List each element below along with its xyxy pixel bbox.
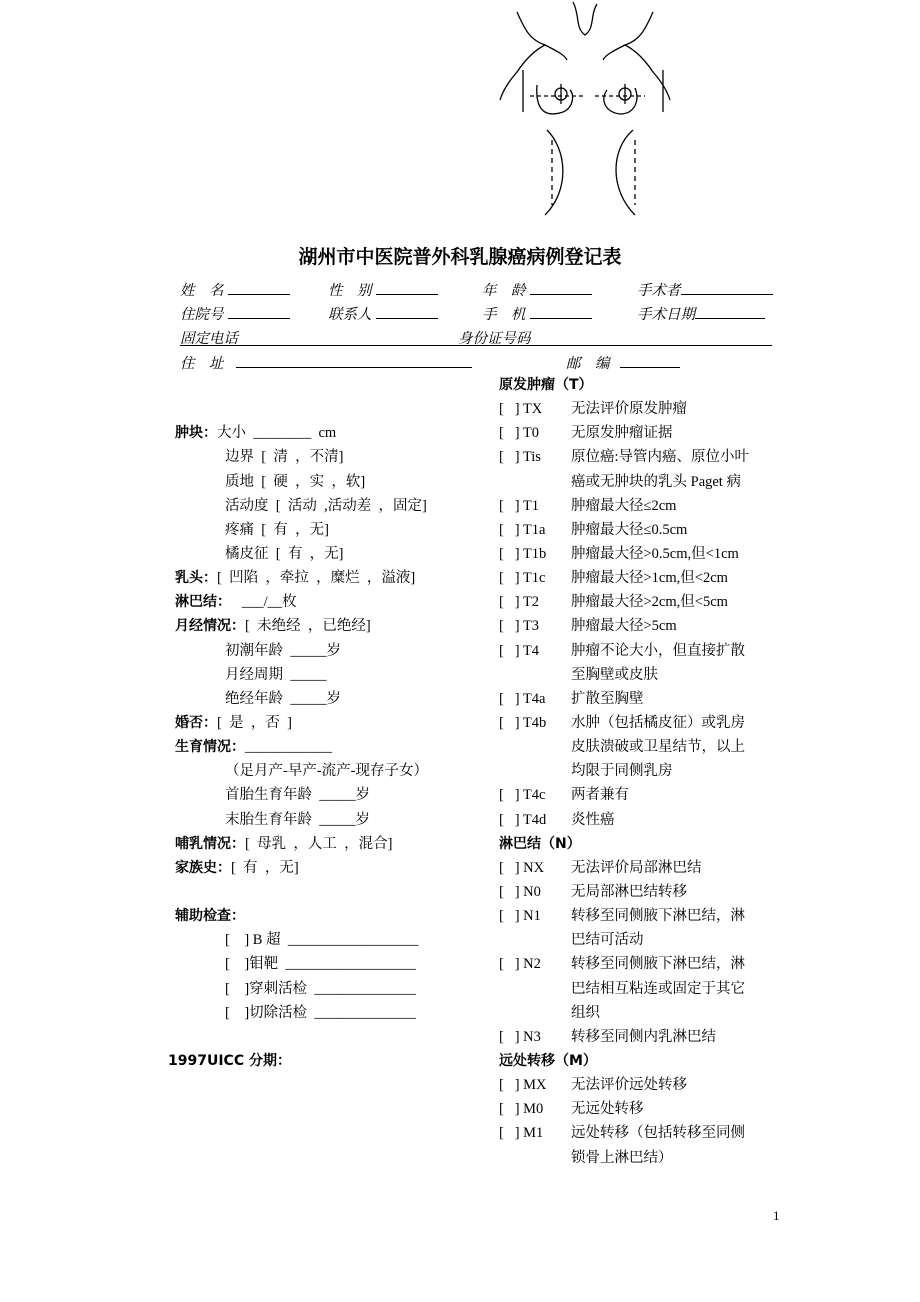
- staging-item: [499, 1025, 799, 1049]
- staging-description: 水肿（包括橘皮征）或乳房: [571, 714, 745, 731]
- field-surgeon[interactable]: [637, 279, 773, 300]
- staging-description: 转移至同侧腋下淋巴结，淋: [571, 908, 745, 925]
- field-sex[interactable]: [328, 279, 438, 300]
- staging-item: [499, 1121, 799, 1145]
- staging-checkbox[interactable]: [ ] M1: [499, 1125, 544, 1142]
- staging-description: 至胸壁或皮肤: [571, 666, 658, 683]
- staging-checkbox[interactable]: [ ] T1a: [499, 521, 546, 538]
- left-row: [175, 977, 485, 1001]
- staging-description: 组织: [571, 1004, 600, 1021]
- section-heading: 原发肿瘤（T）: [499, 377, 593, 393]
- staging-checkbox[interactable]: [ ] T4c: [499, 787, 546, 804]
- left-row: [175, 711, 485, 735]
- staging-description: 肿瘤最大径>0.5cm,但<1cm: [571, 545, 739, 562]
- field-options[interactable]: 绝经年龄 _____岁: [225, 690, 341, 707]
- left-row: [175, 542, 485, 566]
- staging-description: 无法评价局部淋巴结: [571, 859, 702, 876]
- staging-checkbox[interactable]: [ ] M0: [499, 1101, 544, 1118]
- left-row: [175, 1025, 485, 1049]
- staging-checkbox[interactable]: [ ] TX: [499, 401, 543, 418]
- field-options[interactable]: [ 是 ，否 ]: [217, 714, 292, 731]
- field-options[interactable]: （足月产-早产-流产-现存子女）: [225, 763, 428, 780]
- left-row: [175, 856, 485, 880]
- label: 性 别: [328, 283, 372, 299]
- left-row: [175, 639, 485, 663]
- staging-item: [499, 639, 799, 663]
- staging-description: 肿瘤最大径>5cm: [571, 618, 677, 635]
- staging-description: 均限于同侧乳房: [571, 763, 673, 780]
- staging-checkbox[interactable]: [ ] T4: [499, 642, 540, 659]
- field-options[interactable]: 初潮年龄 _____岁: [225, 642, 341, 659]
- left-row: [175, 397, 485, 421]
- staging-description: 肿瘤最大径≤2cm: [571, 497, 677, 514]
- staging-checkbox[interactable]: [ ] Tis: [499, 449, 541, 466]
- staging-checkbox[interactable]: [ ] T4b: [499, 714, 547, 731]
- staging-item: [499, 904, 799, 928]
- staging-item: [499, 470, 799, 494]
- section-label: 月经情况：: [175, 618, 245, 635]
- staging-item: [499, 808, 799, 832]
- left-row: [175, 373, 485, 397]
- left-row: [175, 808, 485, 832]
- staging-item: [499, 1073, 799, 1097]
- staging-checkbox[interactable]: [ ] T0: [499, 425, 540, 442]
- staging-item: [499, 445, 799, 469]
- label-landline: 固定电话: [180, 331, 238, 347]
- section-heading: 淋巴结（N）: [499, 835, 581, 852]
- section-label: 1997UICC 分期：: [168, 1052, 291, 1069]
- field-options[interactable]: 质地 [ 硬 ，实 ，软]: [225, 473, 366, 490]
- staging-item: [499, 759, 799, 783]
- left-row: [175, 590, 485, 614]
- staging-description: 肿瘤最大径≤0.5cm: [571, 521, 688, 538]
- staging-checkbox[interactable]: [ ] T3: [499, 618, 540, 635]
- section-heading: 远处转移（M）: [499, 1052, 597, 1069]
- field-mobile[interactable]: [482, 303, 592, 324]
- staging-item: [499, 566, 799, 590]
- staging-item: [499, 735, 799, 759]
- left-row: [175, 421, 485, 445]
- field-contact[interactable]: [328, 303, 438, 324]
- left-row: [168, 1049, 485, 1073]
- label: 邮 编: [566, 356, 610, 372]
- section-label: 乳头：: [175, 570, 217, 587]
- left-row: [175, 759, 485, 783]
- left-row: [175, 494, 485, 518]
- field-options[interactable]: 疼痛 [ 有 ，无]: [225, 521, 329, 538]
- label: 手 机: [482, 307, 526, 323]
- left-row: [175, 614, 485, 638]
- staging-item: [499, 518, 799, 542]
- staging-checkbox[interactable]: [ ] T2: [499, 594, 540, 611]
- field-options[interactable]: 首胎生育年龄 _____岁: [225, 787, 370, 804]
- staging-description: 两者兼有: [571, 787, 629, 804]
- staging-description: 转移至同侧腋下淋巴结，淋: [571, 956, 745, 973]
- exam-checkbox-item[interactable]: [ ]钼靶 __________________: [225, 956, 416, 973]
- page-number: 1: [773, 1208, 780, 1223]
- field-options[interactable]: 末胎生育年龄 _____岁: [225, 811, 370, 828]
- left-row: [175, 952, 485, 976]
- staging-item: [499, 783, 799, 807]
- field-options[interactable]: 大小 ________ cm: [217, 425, 337, 442]
- section-label: 肿块：: [175, 425, 217, 442]
- staging-item: [499, 687, 799, 711]
- field-age[interactable]: [482, 279, 592, 300]
- field-options[interactable]: ____________: [245, 739, 332, 756]
- field-landline-id[interactable]: [180, 327, 772, 346]
- staging-description: 无远处转移: [571, 1101, 644, 1118]
- field-surgery-date[interactable]: [637, 303, 765, 324]
- staging-item: [499, 952, 799, 976]
- staging-description: 肿瘤最大径>1cm,但<2cm: [571, 570, 728, 587]
- left-row: [175, 445, 485, 469]
- staging-item: [499, 494, 799, 518]
- staging-checkbox[interactable]: [ ] MX: [499, 1077, 547, 1094]
- staging-checkbox[interactable]: [ ] N1: [499, 908, 541, 925]
- exam-checkbox-item[interactable]: [ ] B 超 __________________: [225, 932, 419, 949]
- left-row: [175, 663, 485, 687]
- staging-item: [499, 663, 799, 687]
- label-id-no: 身份证号码: [458, 331, 531, 347]
- staging-item: [499, 421, 799, 445]
- label: 手术者: [637, 283, 681, 299]
- staging-description: 远处转移（包括转移至同侧: [571, 1125, 745, 1142]
- left-row: [175, 904, 485, 928]
- field-options[interactable]: 边界 [ 清 ，不清]: [225, 449, 344, 466]
- staging-description: 无原发肿瘤证据: [571, 425, 673, 442]
- section-label: 婚否：: [175, 714, 217, 731]
- staging-description: 肿瘤不论大小，但直接扩散: [571, 642, 745, 659]
- staging-item: [499, 856, 799, 880]
- staging-description: 炎性癌: [571, 811, 615, 828]
- field-options[interactable]: 活动度 [ 活动 ,活动差 ，固定]: [225, 497, 427, 514]
- staging-description: 癌或无肿块的乳头 Paget 病: [571, 473, 741, 490]
- exam-checkbox-item[interactable]: [ ]穿刺活检 ______________: [225, 980, 416, 997]
- staging-item: [499, 880, 799, 904]
- label: 姓 名: [180, 283, 224, 299]
- section-label: 家族史：: [175, 859, 231, 876]
- staging-checkbox[interactable]: [ ] N2: [499, 956, 541, 973]
- staging-description: 锁骨上淋巴结）: [571, 1149, 673, 1166]
- field-options[interactable]: ___/__枚: [231, 594, 297, 611]
- staging-description: 巴结可活动: [571, 932, 644, 949]
- tnm-staging-column: [499, 373, 799, 1170]
- staging-description: 无法评价原发肿瘤: [571, 401, 687, 418]
- field-postcode[interactable]: [566, 352, 680, 373]
- staging-checkbox[interactable]: [ ] T1: [499, 497, 540, 514]
- staging-description: 扩散至胸壁: [571, 690, 644, 707]
- staging-description: 巴结相互粘连或固定于其它: [571, 980, 745, 997]
- label: 年 龄: [482, 283, 526, 299]
- field-options[interactable]: [ 有 ，无]: [231, 859, 299, 876]
- section-label: 哺乳情况：: [175, 835, 245, 852]
- staging-checkbox[interactable]: [ ] NX: [499, 859, 545, 876]
- left-row: [175, 928, 485, 952]
- label: 住 址: [180, 356, 224, 372]
- clinical-info-column: [168, 373, 485, 1073]
- left-row: [175, 566, 485, 590]
- label: 住院号: [180, 307, 224, 323]
- left-row: [175, 783, 485, 807]
- staging-item: [499, 977, 799, 1001]
- exam-checkbox-item[interactable]: [ ]切除活检 ______________: [225, 1004, 416, 1021]
- staging-checkbox[interactable]: [ ] T4a: [499, 690, 546, 707]
- staging-item: [499, 542, 799, 566]
- field-options[interactable]: [ 未绝经 ，已绝经]: [245, 618, 371, 635]
- field-options[interactable]: [ 母乳 ，人工 ，混合]: [245, 835, 393, 852]
- section-label: 辅助检查：: [175, 908, 245, 925]
- staging-checkbox[interactable]: [ ] N0: [499, 883, 541, 900]
- staging-checkbox[interactable]: [ ] T4d: [499, 811, 547, 828]
- left-row: [175, 1001, 485, 1025]
- staging-item: [499, 614, 799, 638]
- left-row: [175, 735, 485, 759]
- field-options[interactable]: [ 凹陷 ，牵拉 ，糜烂 ，溢液]: [217, 570, 416, 587]
- left-row: [175, 880, 485, 904]
- left-row: [175, 832, 485, 856]
- left-row: [175, 518, 485, 542]
- label: 联系人: [328, 307, 372, 323]
- staging-checkbox[interactable]: [ ] T1b: [499, 545, 547, 562]
- left-row: [175, 470, 485, 494]
- field-options[interactable]: 月经周期 _____: [225, 666, 327, 683]
- staging-item: [499, 1146, 799, 1170]
- body-diagram-figure: [495, 0, 675, 222]
- staging-description: 皮肤溃破或卫星结节，以上: [571, 739, 745, 756]
- staging-item: [499, 590, 799, 614]
- staging-item: [499, 928, 799, 952]
- section-label: 生育情况：: [175, 739, 245, 756]
- field-name[interactable]: [180, 279, 290, 300]
- section-label: 淋巴结：: [175, 594, 231, 611]
- staging-description: 转移至同侧内乳淋巴结: [571, 1028, 716, 1045]
- staging-item: [499, 397, 799, 421]
- staging-description: 肿瘤最大径>2cm,但<5cm: [571, 594, 728, 611]
- staging-item: [499, 1001, 799, 1025]
- field-options[interactable]: 橘皮征 [ 有 ，无]: [225, 545, 344, 562]
- staging-description: 无局部淋巴结转移: [571, 883, 687, 900]
- staging-item: [499, 711, 799, 735]
- page-title: 湖州市中医院普外科乳腺癌病例登记表: [298, 246, 622, 268]
- staging-item: [499, 1097, 799, 1121]
- staging-checkbox[interactable]: [ ] T1c: [499, 570, 546, 587]
- staging-description: 无法评价远处转移: [571, 1077, 687, 1094]
- staging-description: 原位癌:导管内癌、原位小叶: [571, 449, 750, 466]
- field-admission-no[interactable]: [180, 303, 290, 324]
- left-row: [175, 687, 485, 711]
- staging-checkbox[interactable]: [ ] N3: [499, 1028, 541, 1045]
- label: 手术日期: [637, 307, 695, 323]
- field-address[interactable]: [180, 352, 472, 373]
